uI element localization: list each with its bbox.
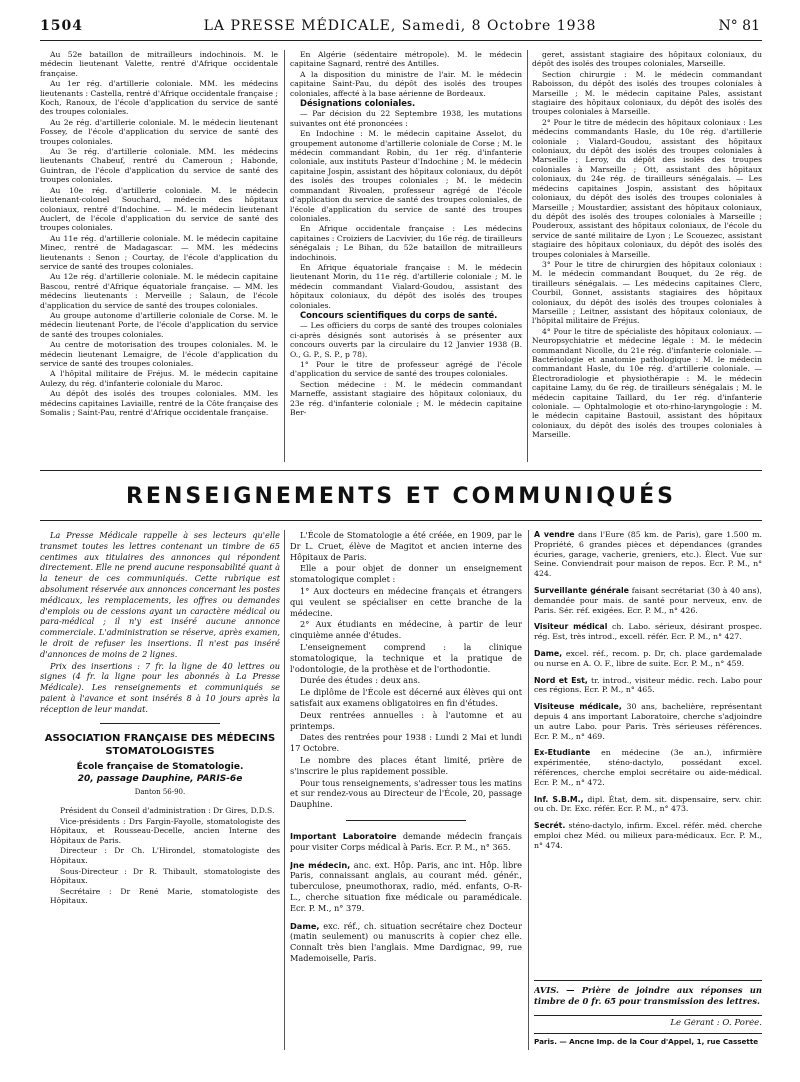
ad-text: tr. introd., visiteur médic. rech. Labo pour ces régions. Ecr. P. M., n° 465. [534, 675, 762, 695]
officer-line: Vice-présidents : Drs Fargin-Fayolle, stomatologiste des Hôpitaux, et Rousseau-Decelle, ancien Interne des Hôpitaux de Paris. [50, 816, 280, 845]
ad-text: en médecine (3e an.), infirmière expérimentée, sténo-dactylo, possédant excel. références, cherche emploi secrétaire ou aide-médical. Ecr. P. M., n° 472. [534, 748, 762, 787]
paragraph: Le nombre des places étant limité, prière de s'inscrire le plus rapidement possible. [290, 754, 522, 776]
ad-head: Secrét. [534, 821, 566, 831]
avis-rule [534, 980, 762, 981]
classified-ad [290, 921, 522, 964]
school-address: 20, passage Dauphine, PARIS-6e [77, 774, 243, 785]
officer-line: Secrétaire : Dr René Marie, stomatologiste des Hôpitaux. [50, 886, 280, 906]
paragraph: Elle a pour objet de donner un enseignement stomatologique complet : [290, 563, 522, 585]
paragraph: 1° Aux docteurs en médecine français et étrangers qui veulent se spécialiser en cette branche de la médecine. [290, 585, 522, 618]
bottom-column-1 [40, 530, 280, 1060]
ad-head: Dame, [290, 920, 320, 931]
column-rule [528, 530, 529, 1050]
header-rule [40, 40, 762, 41]
classified-ad [534, 795, 762, 815]
ad-head: Surveillante générale [534, 585, 629, 595]
paragraph: Au 12e rég. d'artillerie coloniale. M. le médecin capitaine Bascou, rentré d'Afrique équatoriale française. — MM. les médecins lieutenants : Merveille ; Salaun, de l'école d'application du service de santé des troupes coloniales. [40, 272, 278, 310]
divider [100, 723, 220, 724]
column-rule [527, 50, 528, 462]
paragraph: Deux rentrées annuelles : à l'automne et au printemps. [290, 709, 522, 731]
ad-text: sténo-dactylo, infirm. Excel. référ. méd. cherche emploi chez Méd. ou milieux para-médicaux. Ecr. P. M., n° 474. [534, 821, 762, 850]
notice-paragraph: La Presse Médicale rappelle à ses lecteurs qu'elle transmet toutes les lettres contenant un timbre de 65 centimes aux titulaires des annonces qui répondent directement. Elle ne prend aucune responsabilité quant à la teneur de ces communiqués. Cette rubrique est absolument réservée aux annonces concernant les postes médicaux, les remplacements, les offres ou demandes d'emplois ou de cessions ayant un caractère médical ou para-médical ; il n'y est inséré aucune annonce commerciale. L'administration se réserve, après examen, le droit de refuser les insertions. Il n'est pas inséré d'annonces de moins de 2 lignes. [40, 530, 280, 659]
printer-imprint: Paris. — Ancne Imp. de la Cour d'Appel, 1, rue Cassette [534, 1037, 759, 1046]
top-column-1 [40, 50, 278, 468]
classified-ad [534, 821, 762, 850]
classified-ad [290, 831, 522, 853]
paragraph: Section chirurgie : M. le médecin commandant Raboisson, du dépôt des isolés des troupes coloniales à Marseille ; M. le médecin capitaine Pales, assistant stagiaire des hôpitaux coloniaux, du dépôt des isolés des troupes coloniales à Marseille. [532, 69, 762, 117]
gerant-line: Le Gérant : O. Porée. [670, 1019, 762, 1028]
prices-paragraph: Prix des insertions : 7 fr. la ligne de 40 lettres ou signes (4 fr. la ligne pour les abonnés à La Presse Médicale). Les renseignements et communiqués se paient à l'avance et sont insérés 8 à 10 jours après la réception de leur mandat. [40, 660, 280, 714]
paragraph: Dates des rentrées pour 1938 : Lundi 2 Mai et lundi 17 Octobre. [290, 732, 522, 754]
ad-head: Jne médecin, [290, 859, 351, 870]
paragraph: Au dépôt des isolés des troupes coloniales. MM. les médecins capitaines Laviaille, rentré de la Côte française des Somalis ; Saint-Pau, rentré d'Afrique occidentale française. [40, 389, 278, 418]
page-header [40, 18, 760, 42]
paragraph: En Indochine : M. le médecin capitaine Asselot, du groupement autonome d'artillerie coloniale de Corse ; M. le médecin commandant Robin, du 1er rég. d'infanterie coloniale, aux instituts Pasteur d'Indochine ; M. le médecin capitaine Jospin, assistant des hôpitaux coloniaux, du dépôt des isolés des troupes coloniales ; M. le médecin commandant Rivoalen, professeur agrégé de l'école d'application du service de santé des troupes coloniales, de l'école d'application du service de santé des troupes coloniales. [290, 129, 522, 223]
classified-ad [534, 586, 762, 615]
paragraph: Au 2e rég. d'artillerie coloniale. M. le médecin lieutenant Fossey, de l'école d'application du service de santé des troupes coloniales. [40, 117, 278, 146]
classified-ad [534, 702, 762, 741]
paragraph: 3° Pour le titre de chirurgien des hôpitaux coloniaux : M. le médecin commandant Bouquet, du 2e rég. de tirailleurs sénégalais. — Les médecins capitaines Clerc, Courbil, Gonnet, assistants stagiaires des hôpitaux coloniaux, du dépôt des isolés des troupes coloniales à Marseille ; Leitner, assistant des hôpitaux coloniaux, de l'hôpital militaire de Fréjus. [532, 259, 762, 326]
issue-number: N° 81 [718, 18, 760, 34]
classified-ad [534, 676, 762, 696]
school-phone: Danton 56-90. [134, 788, 186, 797]
ad-head: Important Laboratoire [290, 830, 397, 841]
banner-rule [40, 520, 762, 521]
ad-text: faisant secrétariat (30 à 40 ans), demandée pour mais. de santé pour nerveux, env. de Paris. Sér. réf. exigées. Ecr. P. M., n° 426. [534, 585, 762, 615]
page-number: 1504 [40, 18, 83, 34]
paragraph: A la disposition du ministre de l'air. M. le médecin capitaine Saint-Pau, du dépôt des isolés des troupes coloniales, affecté à la base aérienne de Bordeaux. [290, 69, 522, 98]
ad-text: exc. réf., ch. situation secrétaire chez Docteur (matin seulement) ou manuscrits à copier chez elle. Connaît très bien l'anglais. Mme Dardignac, 99, rue Mademoiselle, Paris. [290, 920, 522, 963]
paragraph: En Afrique équatoriale française : M. le médecin lieutenant Morin, du 11e rég. d'artillerie coloniale ; M. le médecin commandant Vialard-Goudou, assistant des hôpitaux coloniaux, du dépôt des isolés des troupes coloniales. [290, 262, 522, 310]
ad-head: Visiteuse médicale, [534, 702, 622, 712]
ad-head: Visiteur médical [534, 622, 608, 632]
ad-text: anc. ext. Hôp. Paris, anc int. Hôp. libre Paris, connaissant anglais, au courant méd. génér., tuberculose, pneumothorax, radio, méd. enfants, O-R-L., cherche situation fixe médicale ou paramédicale. Ecr. P. M., n° 379. [290, 859, 522, 913]
ad-head: Dame, [534, 648, 563, 658]
ad-text: excel. réf., recom. p. Dr, ch. place gardemalade ou nurse en A. O. F., libre de suite. Ecr. P. M., n° 459. [534, 648, 762, 668]
paragraph: 2° Aux étudiants en médecine, à partir de leur cinquième année d'études. [290, 619, 522, 641]
column-rule [284, 50, 285, 462]
bottom-column-3 [534, 530, 762, 980]
paragraph: L'enseignement comprend : la clinique stomatologique, la technique et la pratique de l'odontologie, de la prothèse et de l'orthodontie. [290, 641, 522, 674]
section-title-designations: Désignations coloniales. [300, 98, 416, 109]
paragraph: 2° Pour le titre de médecin des hôpitaux coloniaux : Les médecins commandants Hasle, du 10e rég. d'artillerie coloniale ; Vialard-Goudou, assistant des hôpitaux coloniaux, du dépôt des isolés des troupes coloniales à Marseille ; Leroy, du dépôt des isolés des troupes coloniales à Marseille ; Ott, assistant des hôpitaux coloniaux, du 24e rég. de tirailleurs sénégalais. — Les médecins capitaines Jospin, assistant des hôpitaux coloniaux, du dépôt des isolés des troupes coloniales à Marseille ; Moustardier, assistant des hôpitaux coloniaux, du dépôt des isolés des troupes coloniales à Marseille ; Pouderoux, assistant des hôpitaux coloniaux, de l'école du service de santé militaire de Lyon ; Le Scouezec, assistant stagiaire des hôpitaux coloniaux, du dépôt des isolés des troupes coloniales à Marseille. [532, 117, 762, 259]
paragraph: En Algérie (sédentaire métropole). M. le médecin capitaine Sagnard, rentré des Antilles. [290, 50, 522, 69]
ad-head: A vendre [534, 530, 575, 539]
gerant-box [534, 1019, 762, 1031]
paragraph: 1° Pour le titre de professeur agrégé de l'école d'application du service de santé des troupes coloniales. [290, 360, 522, 379]
paragraph: — Les officiers du corps de santé des troupes coloniales ci-après désignés sont autorisés à se présenter aux concours ouverts par la circulaire du 12 Janvier 1938 (B. O., G. P., S. P., p 78). [290, 321, 522, 359]
paragraph: Au 10e rég. d'artillerie coloniale. M. le médecin lieutenant-colonel Souchard, médecin des hôpitaux coloniaux, rentré d'Indochine. — M. le médecin lieutenant Auclert, de l'école d'application du service de santé des troupes coloniales. [40, 185, 278, 233]
ad-text: ch. Labo. sérieux, désirant prospec. rég. Est, très introd., excell. référ. Ecr. P. M., n° 427. [534, 622, 762, 642]
paragraph: Au 1er rég. d'artillerie coloniale. MM. les médecins lieutenants : Castella, rentré d'Afrique occidentale française ; Koch, Ranoux, de l'école d'application du service de santé des troupes coloniales. [40, 79, 278, 117]
classified-ad [534, 622, 762, 642]
paragraph: Au 3e rég. d'artillerie coloniale. MM. les médecins lieutenants Chabeuf, rentré du Cameroun ; Habonde, Guintran, de l'école d'application du service de santé des troupes coloniales. [40, 147, 278, 185]
ad-text: dans l'Eure (85 km. de Paris), gare 1.500 m. Propriété, 6 grandes pièces et dépendances (grandes écuries, garage, vacherie, greniers, etc.). Élect. Vue sur Seine. Conviendrait pour maison de repos. Ecr. P. M., n° 424. [534, 530, 762, 579]
paragraph: En Afrique occidentale française : Les médecins capitaines : Croiziers de Lacvivier, du 16e rég. de tirailleurs sénégalais ; Le Bihan, du 52e bataillon de mitrailleurs indochinois. [290, 224, 522, 262]
top-column-2 [290, 50, 522, 468]
avis-box [534, 985, 762, 1013]
ad-head: Nord et Est, [534, 675, 588, 685]
bottom-column-2 [290, 530, 522, 1050]
paragraph: geret, assistant stagiaire des hôpitaux coloniaux, du dépôt des isolés des troupes coloniales, Marseille. [532, 50, 762, 69]
officer-line: Président du Conseil d'administration : Dr Gires, D.D.S. [60, 805, 275, 815]
paragraph: Au 11e rég. d'artillerie coloniale. M. le médecin capitaine Minec, rentré de Madagascar. — MM. les médecins lieutenants : Senon ; Courtay, de l'école d'application du service de santé des troupes coloniales. [40, 233, 278, 271]
avis-rule [534, 1015, 762, 1016]
paragraph: Section médecine : M. le médecin commandant Marneffe, assistant stagiaire des hôpitaux coloniaux, du 23e rég. d'infanterie coloniale ; M. le médecin capitaine Ber- [290, 379, 522, 418]
avis-notice: AVIS. — Prière de joindre aux réponses un timbre de 0 fr. 65 pour transmission des lettres. [534, 985, 762, 1006]
paragraph: Pour tous renseignements, s'adresser tous les matins et sur rendez-vous au Directeur de l'École, 20, passage Dauphine. [290, 777, 522, 810]
classified-ad [534, 748, 762, 787]
section-rule [40, 470, 762, 471]
paragraph: Au centre de motorisation des troupes coloniales. M. le médecin lieutenant Lemaigre, de l'école d'application du service de santé des troupes coloniales. [40, 340, 278, 368]
ad-head: Ex-Etudiante [534, 748, 591, 758]
paragraph: A l'hôpital militaire de Fréjus. M. le médecin capitaine Aulezy, du rég. d'infanterie coloniale du Maroc. [40, 369, 278, 388]
paragraph: Au 52e bataillon de mitrailleurs indochinois. M. le médecin lieutenant Valette, rentré d'Afrique occidentale française. [40, 50, 278, 78]
paragraph: Le diplôme de l'École est décerné aux élèves qui ont satisfait aux examens obligatoires en fin d'études. [290, 687, 522, 708]
classified-ad [534, 530, 762, 579]
paragraph: Au groupe autonome d'artillerie coloniale de Corse. M. le médecin lieutenant Porte, de l'école d'application du service de santé des troupes coloniales. [40, 310, 278, 339]
top-column-3 [532, 50, 762, 468]
classified-ad [290, 860, 522, 914]
association-title: ASSOCIATION FRANÇAISE DES MÉDECINS STOMATOLOGISTES [44, 732, 276, 757]
divider [346, 820, 466, 821]
officer-line: Directeur : Dr Ch. L'Hirondel, stomatologiste des Hôpitaux. [50, 846, 280, 865]
ad-head: Inf. S.B.M., [534, 794, 584, 804]
section-title-concours: Concours scientifiques du corps de santé. [300, 309, 498, 320]
paragraph: 4° Pour le titre de spécialiste des hôpitaux coloniaux. — Neuropsychiatrie et médecine légale : M. le médecin commandant Nicolle, du 21e rég. d'infanterie coloniale. — Bactériologie et anatomie pathologique : M. le médecin commandant Hasle, du 10e rég. d'artillerie coloniale. — Électroradiologie et physiothérapie : M. le médecin capitaine Lamy, du 6e rég. de tirailleurs sénégalais ; M. le médecin capitaine Taillard, du 1er rég. d'infanterie coloniale. — Ophtalmologie et oto-rhino-laryngologie : M. le médecin capitaine Bastouil, assistant des hôpitaux coloniaux, du dépôt des isolés des troupes coloniales à Marseille. [532, 326, 762, 440]
imprint-box [534, 1037, 762, 1049]
ad-text: 30 ans, bachelière, représentant depuis 4 ans important Laboratoire, cherche s'adjoindre un autre Labo. pour Paris. Très sérieuses références. Ecr. P. M., n° 469. [534, 702, 762, 741]
column-rule [284, 530, 285, 1050]
paragraph: L'École de Stomatologie a été créée, en 1909, par le Dr L. Cruet, élève de Magitot et ancien interne des Hôpitaux de Paris. [290, 530, 522, 562]
school-name: École française de Stomatologie. [76, 761, 244, 772]
journal-title-date: LA PRESSE MÉDICALE, Samedi, 8 Octobre 1938 [203, 18, 597, 34]
ad-text: demande médecin français pour visiter Corps médical à Paris. Ecr. P. M., n° 365. [290, 830, 522, 852]
section-banner: RENSEIGNEMENTS ET COMMUNIQUÉS [125, 484, 676, 509]
officer-line: Sous-Directeur : Dr R. Thibault, stomatologiste des Hôpitaux. [50, 866, 280, 886]
classified-ad [534, 649, 762, 669]
ad-text: dipl. État, dem. sit. dispensaire, serv. chir. ou ch. Dr. Exc. référ. Ecr. P. M., n° 473. [534, 794, 762, 814]
imprint-rule [534, 1033, 762, 1034]
paragraph: Durée des études : deux ans. [300, 675, 421, 686]
paragraph: — Par décision du 22 Septembre 1938, les mutations suivantes ont été prononcées : [290, 109, 522, 128]
